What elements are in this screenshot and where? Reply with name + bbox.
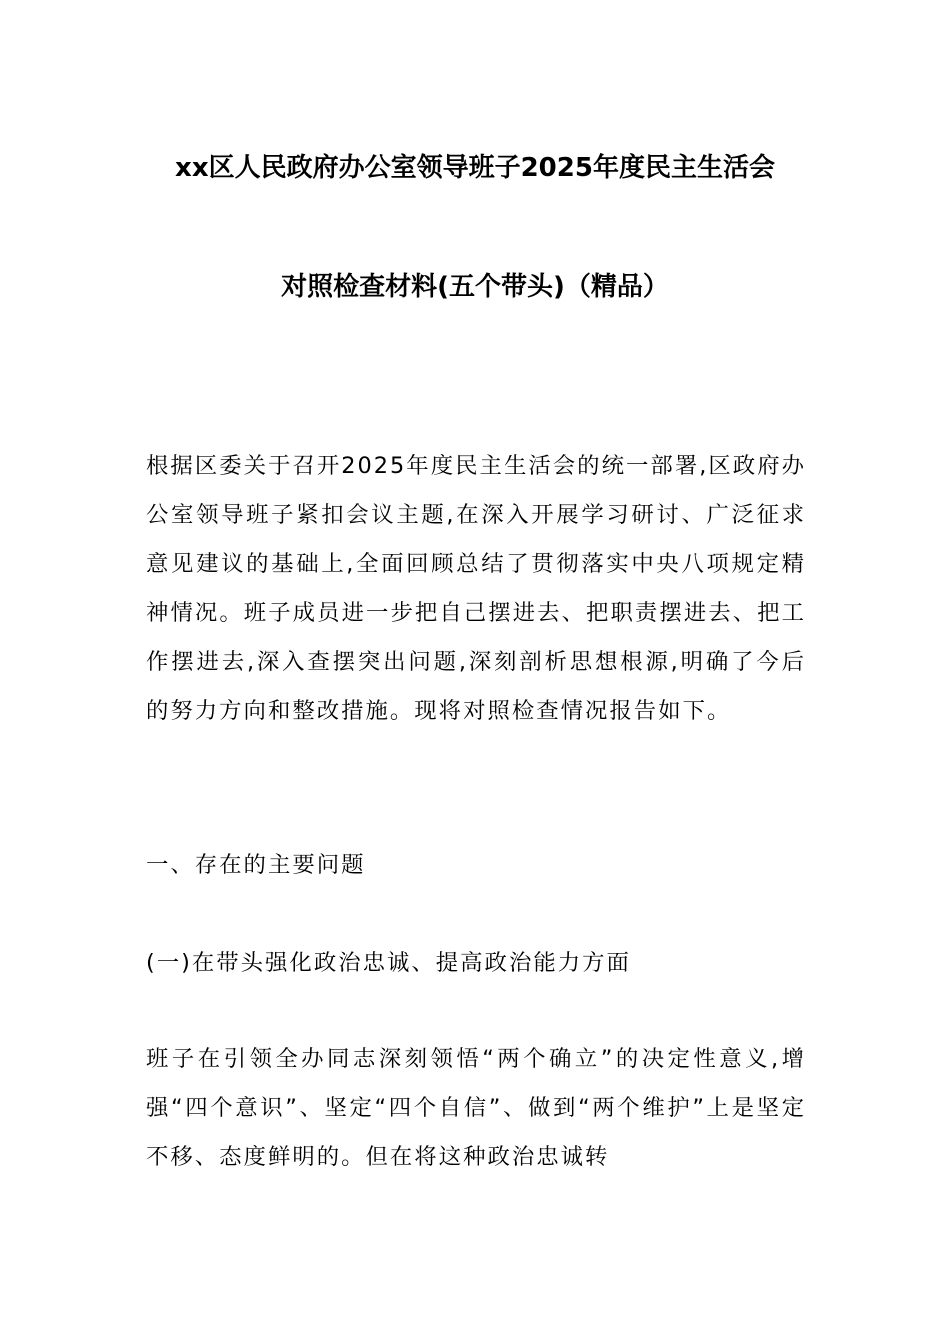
subsection-heading: (一)在带头强化政治忠诚、提高政治能力方面 — [146, 950, 631, 976]
intro-paragraph: 根据区委关于召开2025年度民主生活会的统一部署,区政府办公室领导班子紧扣会议主题,在深入开展学习研讨、广泛征求意见建议的基础上,全面回顾总结了贯彻落实中央八项规定精神情况。班子成员进一步把自己摆进去、把职责摆进去、把工作摆进去,深入查摆突出问题,深刻剖析思想根源,明确了今后的努力方向和整改措施。现将对照检查情况报告如下。 — [146, 453, 806, 724]
document-title-line-1: xx区人民政府办公室领导班子2025年度民主生活会 — [175, 153, 775, 183]
body-paragraph: 班子在引领全办同志深刻领悟“两个确立”的决定性意义,增强“四个意识”、坚定“四个自信”、做到“两个维护”上是坚定不移、态度鲜明的。但在将这种政治忠诚转 — [146, 1046, 806, 1170]
section-heading: 一、存在的主要问题 — [146, 852, 366, 878]
document-title-line-2: 对照检查材料(五个带头)（精品） — [281, 272, 669, 302]
